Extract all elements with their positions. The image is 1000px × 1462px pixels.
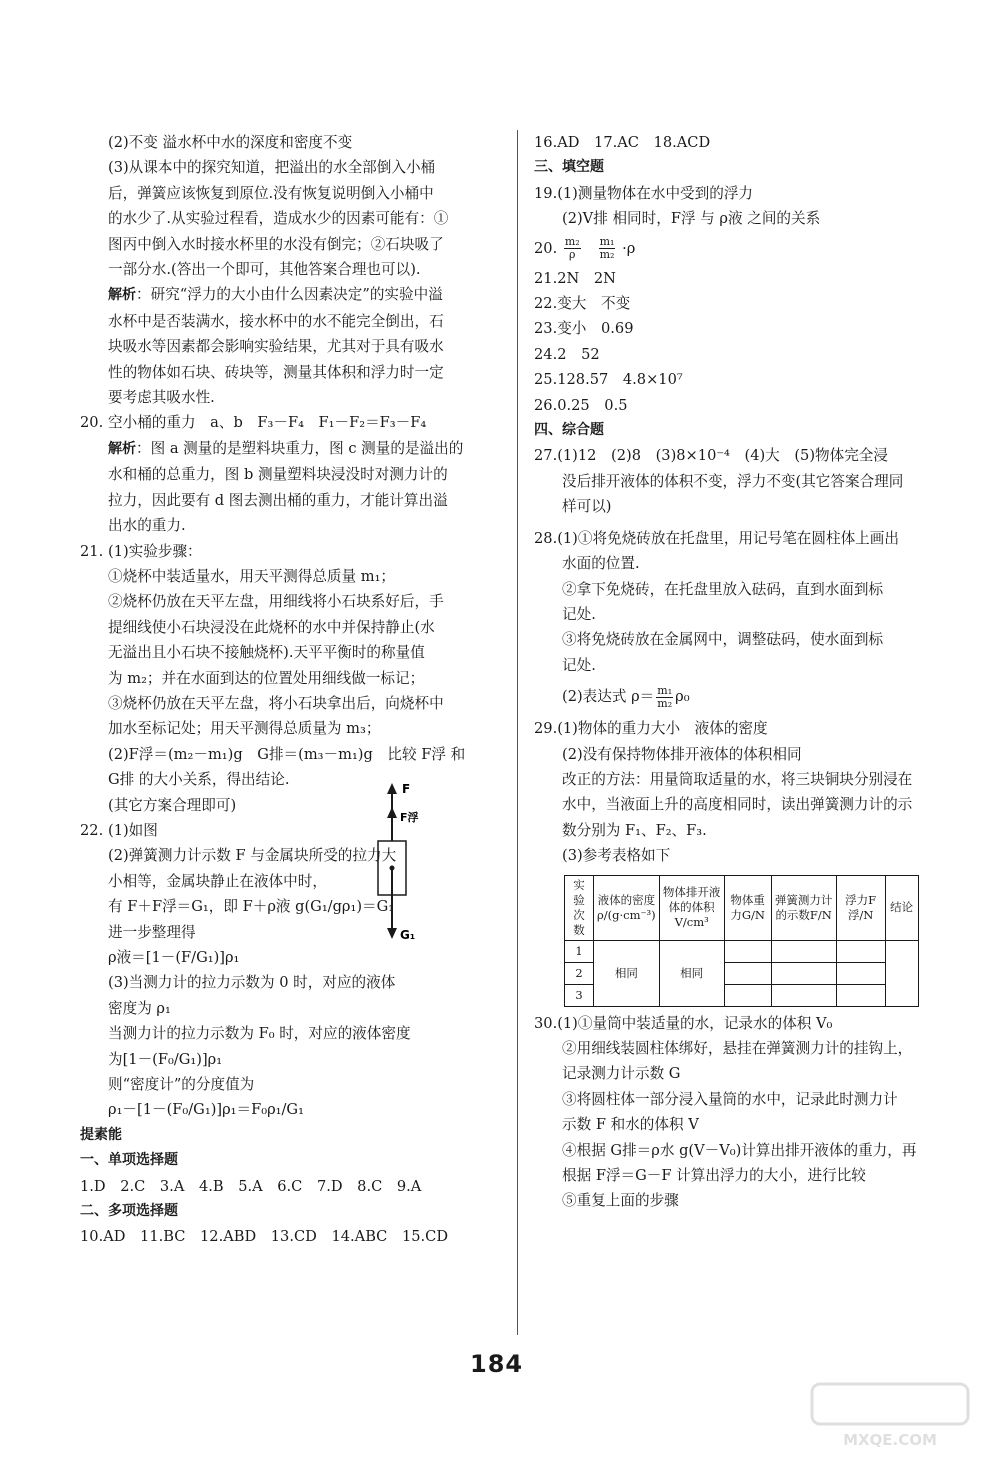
- text-line: 改正的方法：用量筒取适量的水，将三块铜块分别浸在: [562, 770, 913, 788]
- text-line: 30.(1)①量筒中装适量的水，记录水的体积 V₀: [534, 1014, 833, 1032]
- text-line: 为[1－(F₀/G₁)]ρ₁: [108, 1050, 223, 1068]
- text-line: (2)弹簧测力计示数 F 与金属块所受的拉力大: [108, 847, 397, 865]
- text-line: 要考虑其吸水性.: [108, 389, 215, 407]
- table-cell: 2: [565, 962, 594, 984]
- text-line: [80, 410, 504, 435]
- table-cell: [836, 962, 885, 984]
- text-line: ③将圆柱体一部分浸入量筒的水中，记录此时测力计: [562, 1090, 898, 1108]
- answer-text: 空小桶的重力 a、b F₃－F₄ F₁－F₂＝F₃－F₄: [108, 414, 427, 432]
- text-line: [80, 436, 504, 462]
- text-line: (3)参考表格如下: [562, 847, 671, 865]
- text-line: 图丙中倒入水时接水杯里的水没有倒完；②石块吸了: [108, 235, 444, 253]
- table-header-cell: 浮力F浮/N: [836, 875, 885, 940]
- reference-table-wrapper: [564, 875, 930, 1007]
- text-line: ⑤重复上面的步骤: [562, 1192, 679, 1210]
- text-line: 水面的位置.: [562, 555, 640, 573]
- watermark-text: MXQE.COM: [843, 1431, 937, 1449]
- text-line: (其它方案合理即可): [108, 796, 237, 814]
- question-number: 20.: [80, 414, 104, 432]
- label-tension: F: [402, 782, 411, 796]
- column-divider: [517, 130, 518, 1335]
- text-line: 小相等，金属块静止在液体中时，: [108, 872, 327, 890]
- text-line: 19.(1)测量物体在水中受到的浮力: [534, 184, 754, 202]
- watermark-logo: [810, 1382, 970, 1452]
- text-line: 为 m₂；并在水面到达的位置处用细线做一标记；: [108, 669, 425, 687]
- text-line: ②用细线装圆柱体绑好，悬挂在弹簧测力计的挂钩上，: [562, 1039, 913, 1057]
- text-line: 24.2 52: [534, 345, 600, 363]
- fraction: [599, 236, 616, 261]
- right-column: [534, 130, 930, 1214]
- subsection-title: 二、多项选择题: [80, 1203, 178, 1220]
- text-line: (2)V排 相同时，F浮 与 ρ液 之间的关系: [562, 210, 821, 228]
- label-buoyancy: F浮: [400, 811, 419, 824]
- table-cell: 1: [565, 940, 594, 962]
- text-line: [108, 282, 504, 308]
- analysis-label: 解析: [108, 440, 136, 457]
- table-cell: [771, 940, 836, 962]
- table-cell-merged: 相同: [659, 940, 724, 1006]
- fraction-numerator: m₁: [657, 683, 673, 697]
- section-title: 提素能: [80, 1126, 122, 1143]
- text-line: 23.变小 0.69: [534, 320, 634, 338]
- answer-text: (1)如图: [108, 821, 158, 839]
- left-column: [80, 130, 504, 1250]
- text-line: 提细线使小石块浸没在此烧杯的水中并保持静止(水: [108, 618, 435, 636]
- table-cell: [724, 962, 771, 984]
- text-line: 根据 F浮＝G－F 计算出浮力的大小，进行比较: [562, 1167, 866, 1184]
- text-line: (3)当测力计的拉力示数为 0 时，对应的液体: [108, 974, 396, 992]
- question-number: 22.: [80, 821, 104, 839]
- table-header-cell: 物体重力G/N: [724, 875, 771, 940]
- table-header-cell: 弹簧测力计的示数F/N: [771, 875, 836, 940]
- text-line: (2)F浮＝(m₂－m₁)g G排＝(m₃－m₁)g 比较 F浮 和: [108, 745, 466, 763]
- analysis-text: ：图 a 测量的是塑料块重力，图 c 测量的是溢出的: [136, 439, 464, 457]
- text-line: 水中，当液面上升的高度相同时，读出弹簧测力计的示: [562, 796, 913, 814]
- table-header-cell: 物体排开液体的体积V/cm³: [659, 875, 724, 940]
- fraction-denominator: m₂: [657, 696, 673, 710]
- fraction-denominator: ρ: [569, 248, 576, 262]
- text-line: 28.(1)①将免烧砖放在托盘里，用记号笔在圆柱体上画出: [534, 529, 899, 547]
- text-line: 样可以): [562, 498, 612, 516]
- answer-text: (1)实验步骤：: [108, 542, 202, 560]
- table-cell: [771, 984, 836, 1006]
- table-cell-merged: 相同: [594, 940, 660, 1006]
- text-line: ρ液＝[1－(F/G₁)]ρ₁: [108, 949, 240, 966]
- text-line: G排 的大小关系，得出结论.: [108, 771, 290, 789]
- text-line: 有 F＋F浮＝G₁，即 F＋ρ液 g(G₁/gρ₁)＝G₁: [108, 898, 395, 916]
- text-line: ④根据 G排＝ρ水 g(V－V₀)计算出排开液体的重力，再: [562, 1141, 917, 1159]
- text-line: ②烧杯仍放在天平左盘，用细线将小石块系好后，手: [108, 593, 444, 611]
- text-line: 出水的重力.: [108, 517, 186, 535]
- fraction: [656, 685, 673, 710]
- table-cell: [836, 940, 885, 962]
- text-line: 的水少了.从实验过程看，造成水少的因素可能有：①: [108, 210, 449, 228]
- text-line: 性的物体如石块、砖块等，测量其体积和浮力时一定: [108, 363, 444, 381]
- text-line: 水和桶的总重力，图 b 测量塑料块浸没时对测力计的: [108, 466, 448, 484]
- analysis-text: ：研究“浮力的大小由什么因素决定”的实验中溢: [136, 286, 443, 304]
- q28-formula-line: [534, 678, 930, 716]
- text-line: (2)不变 溢水杯中水的深度和密度不变: [108, 134, 353, 151]
- table-row: [565, 940, 919, 962]
- label-gravity: G₁: [400, 928, 416, 941]
- table-header-cell: 液体的密度ρ/(g·cm⁻³): [594, 875, 660, 940]
- text-line: (2)没有保持物体排开液体的体积相同: [562, 745, 802, 763]
- answer-list: 10.AD 11.BC 12.ABD 13.CD 14.ABC 15.CD: [80, 1228, 449, 1246]
- table-cell: [724, 984, 771, 1006]
- table-header-cell: 实验次数: [565, 875, 594, 940]
- text-line: 块吸水等因素都会影响实验结果，尤其对于具有吸水: [108, 338, 444, 356]
- gravity-arrowhead: [387, 928, 397, 939]
- text-line: 则“密度计”的分度值为: [108, 1076, 255, 1094]
- fraction-numerator: m₁: [599, 235, 615, 249]
- text-line: ③烧杯仍放在天平左盘，将小石块拿出后，向烧杯中: [108, 694, 444, 712]
- text-line: 拉力，因此要有 d 图去测出桶的重力，才能计算出溢: [108, 491, 448, 509]
- text-line: 22.变大 不变: [534, 295, 631, 313]
- question-number: 20.: [534, 239, 558, 257]
- text-line: 进一步整理得: [108, 923, 196, 941]
- text-line: 26.0.25 0.5: [534, 396, 628, 414]
- text-line: 没后排开液体的体积不变，浮力不变(其它答案合理同: [562, 472, 904, 490]
- reference-table: [564, 875, 919, 1007]
- q20-formula-line: [534, 232, 930, 266]
- fraction-denominator: m₂: [599, 248, 615, 262]
- fraction-numerator: m₂: [564, 235, 580, 249]
- force-diagram-svg: [372, 781, 442, 941]
- text-line: (3)从课本中的探究知道，把溢出的水全部倒入小桶: [108, 159, 436, 177]
- text-line: 25.128.57 4.8×10⁷: [534, 371, 683, 389]
- subsection-title: 三、填空题: [534, 159, 604, 176]
- text-line: [80, 539, 504, 564]
- q20-block: [80, 410, 504, 538]
- text-line: 后，弹簧应该恢复到原位.没有恢复说明倒入小桶中: [108, 184, 434, 202]
- formula-suffix: ρ₀: [675, 688, 690, 706]
- text-line: 记录测力计示数 G: [562, 1065, 681, 1083]
- answer-list: 1.D 2.C 3.A 4.B 5.A 6.C 7.D 8.C 9.A: [80, 1177, 422, 1195]
- text-line: 示数 F 和水的体积 V: [562, 1116, 699, 1134]
- text-line: 21.2N 2N: [534, 269, 616, 287]
- fraction: [564, 236, 581, 261]
- text-line: 加水至标记处；用天平测得总质量为 m₃；: [108, 720, 381, 738]
- tension-arrowhead: [387, 783, 397, 794]
- text-line: 水杯中是否装满水，接水杯中的水不能完全倒出，石: [108, 312, 444, 330]
- text-line: 无溢出且小石块不接触烧杯).天平平衡时的称量值: [108, 644, 425, 662]
- table-header-row: [565, 875, 919, 940]
- table-cell-merged: [885, 940, 918, 1006]
- formula-prefix: (2)表达式 ρ＝: [562, 688, 655, 706]
- table-cell: [724, 940, 771, 962]
- text-line: ③将免烧砖放在金属网中，调整砝码，使水面到标: [562, 631, 884, 649]
- text-line: ρ₁－[1－(F₀/G₁)]ρ₁＝F₀ρ₁/G₁: [108, 1101, 304, 1119]
- page-number: 184: [470, 1350, 524, 1378]
- table-cell: [771, 962, 836, 984]
- text-line: 密度为 ρ₁: [108, 999, 171, 1017]
- subsection-title: 一、单项选择题: [80, 1152, 178, 1169]
- text-line: 27.(1)12 (2)8 (3)8×10⁻⁴ (4)大 (5)物体完全浸: [534, 447, 888, 465]
- buoyancy-arrowhead: [387, 807, 397, 818]
- text-line: ②拿下免烧砖，在托盘里放入砝码，直到水面到标: [562, 580, 884, 598]
- text-line: ①烧杯中装适量水，用天平测得总质量 m₁；: [108, 567, 396, 585]
- force-diagram: [372, 781, 442, 941]
- text-line: 29.(1)物体的重力大小 液体的密度: [534, 720, 768, 738]
- table-cell: 3: [565, 984, 594, 1006]
- table-header-cell: 结论: [885, 875, 918, 940]
- question-number: 21.: [80, 542, 104, 560]
- watermark-frame: [812, 1384, 968, 1424]
- table-cell: [836, 984, 885, 1006]
- text-line: 记处.: [562, 656, 596, 674]
- formula-suffix: ·ρ: [622, 239, 636, 257]
- q21-block: [80, 539, 504, 818]
- answer-list: 16.AD 17.AC 18.ACD: [534, 134, 711, 151]
- text-line: 一部分水.(答出一个即可，其他答案合理也可以).: [108, 261, 421, 279]
- q19-answer-block: [80, 130, 504, 410]
- subsection-title: 四、综合题: [534, 422, 604, 439]
- text-line: 记处.: [562, 605, 596, 623]
- text-line: 数分别为 F₁、F₂、F₃.: [562, 821, 707, 839]
- text-line: 当测力计的拉力示数为 F₀ 时，对应的液体密度: [108, 1025, 411, 1043]
- analysis-label: 解析: [108, 287, 136, 304]
